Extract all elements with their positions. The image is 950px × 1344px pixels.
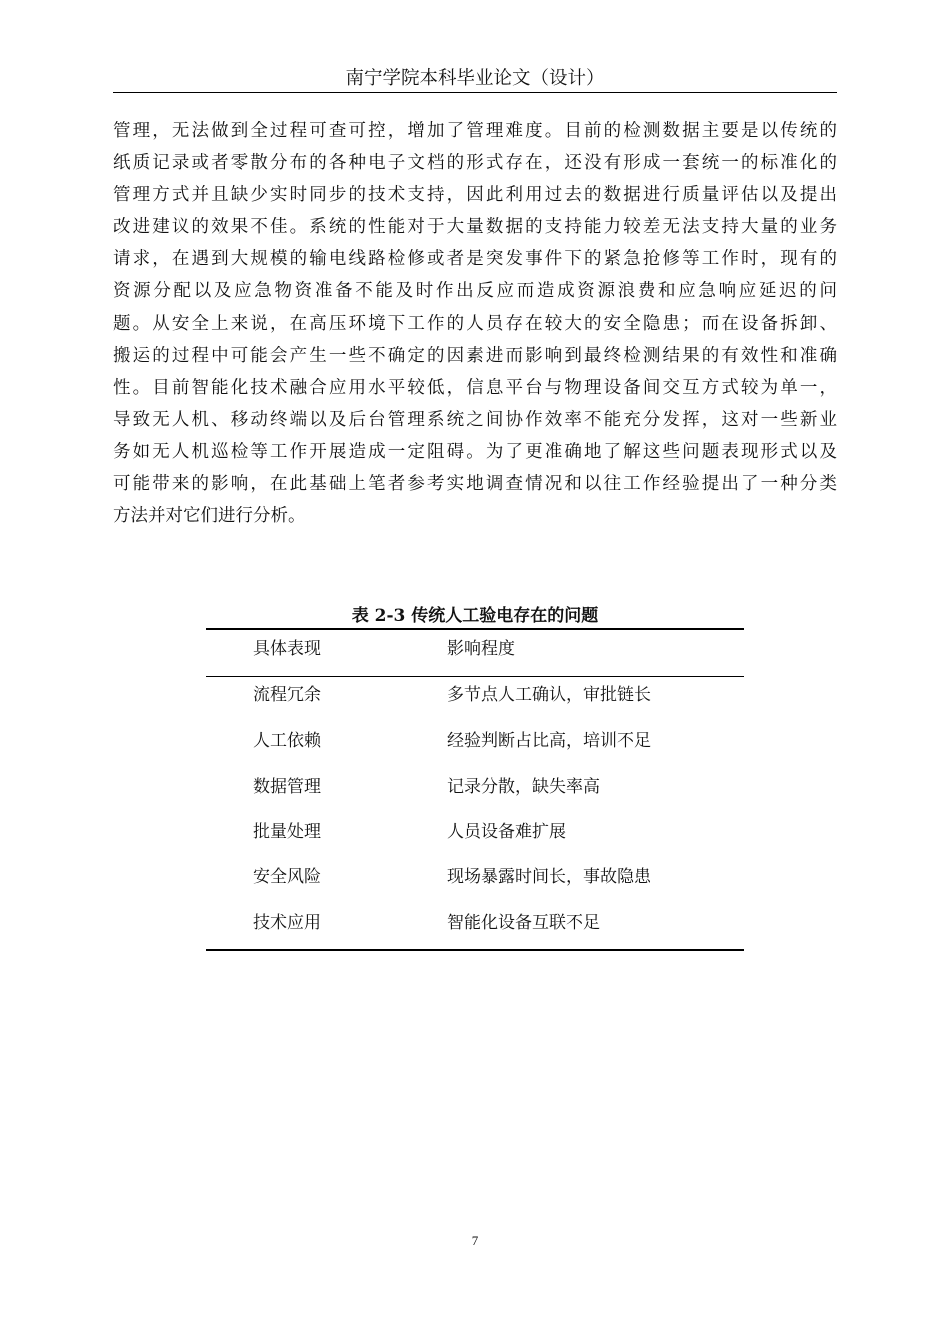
body-line: 请求，在遇到大规模的输电线路检修或者是突发事件下的紧急抢修等工作时，现有的 bbox=[113, 249, 837, 270]
body-paragraph bbox=[113, 115, 837, 532]
table-cell: 批量处理 bbox=[253, 822, 321, 842]
header-rule bbox=[113, 92, 837, 93]
table-bottom-rule bbox=[206, 949, 744, 951]
table-header-rule bbox=[206, 676, 744, 677]
table-cell: 现场暴露时间长，事故隐患 bbox=[447, 867, 651, 887]
body-line: 方法并对它们进行分析。 bbox=[113, 506, 306, 527]
table-cell: 数据管理 bbox=[253, 777, 321, 797]
body-line: 务如无人机巡检等工作开展造成一定阻碍。为了更准确地了解这些问题表现形式以及 bbox=[113, 441, 837, 462]
table-cell: 流程冗余 bbox=[253, 685, 321, 705]
body-line: 资源分配以及应急物资准备不能及时作出反应而造成资源浪费和应急响应延迟的问 bbox=[113, 281, 837, 302]
table-cell: 人员设备难扩展 bbox=[447, 822, 566, 842]
page-number: 7 bbox=[471, 1233, 479, 1248]
table-top-rule bbox=[206, 628, 744, 630]
body-line: 可能带来的影响，在此基础上笔者参考实地调查情况和以往工作经验提出了一种分类 bbox=[113, 474, 837, 495]
table-cell: 人工依赖 bbox=[253, 731, 321, 751]
table-header-cell: 具体表现 bbox=[253, 639, 321, 659]
body-line: 纸质记录或者零散分布的各种电子文档的形式存在，还没有形成一套统一的标准化的 bbox=[113, 153, 837, 174]
running-header: 南宁学院本科毕业论文（设计） bbox=[345, 68, 605, 89]
body-line: 管理方式并且缺少实时同步的技术支持，因此利用过去的数据进行质量评估以及提出 bbox=[113, 185, 837, 206]
table-cell: 技术应用 bbox=[253, 913, 321, 933]
body-line: 搬运的过程中可能会产生一些不确定的因素进而影响到最终检测结果的有效性和准确 bbox=[113, 345, 837, 366]
body-line: 导致无人机、移动终端以及后台管理系统之间协作效率不能充分发挥，这对一些新业 bbox=[113, 409, 837, 430]
body-line: 管理，无法做到全过程可查可控，增加了管理难度。目前的检测数据主要是以传统的 bbox=[113, 121, 837, 141]
body-line: 性。目前智能化技术融合应用水平较低，信息平台与物理设备间交互方式较为单一， bbox=[113, 377, 837, 398]
table-cell: 多节点人工确认，审批链长 bbox=[447, 685, 651, 705]
table-cell: 记录分散，缺失率高 bbox=[447, 777, 600, 797]
body-line: 改进建议的效果不佳。系统的性能对于大量数据的支持能力较差无法支持大量的业务 bbox=[113, 217, 837, 238]
body-line: 题。从安全上来说，在高压环境下工作的人员存在较大的安全隐患；而在设备拆卸、 bbox=[113, 313, 837, 334]
table-header-cell: 影响程度 bbox=[447, 639, 515, 659]
table-caption: 表 2-3 传统人工验电存在的问题 bbox=[351, 606, 599, 626]
table-cell: 经验判断占比高，培训不足 bbox=[447, 731, 651, 751]
table-cell: 智能化设备互联不足 bbox=[447, 913, 600, 933]
table-cell: 安全风险 bbox=[253, 867, 321, 887]
